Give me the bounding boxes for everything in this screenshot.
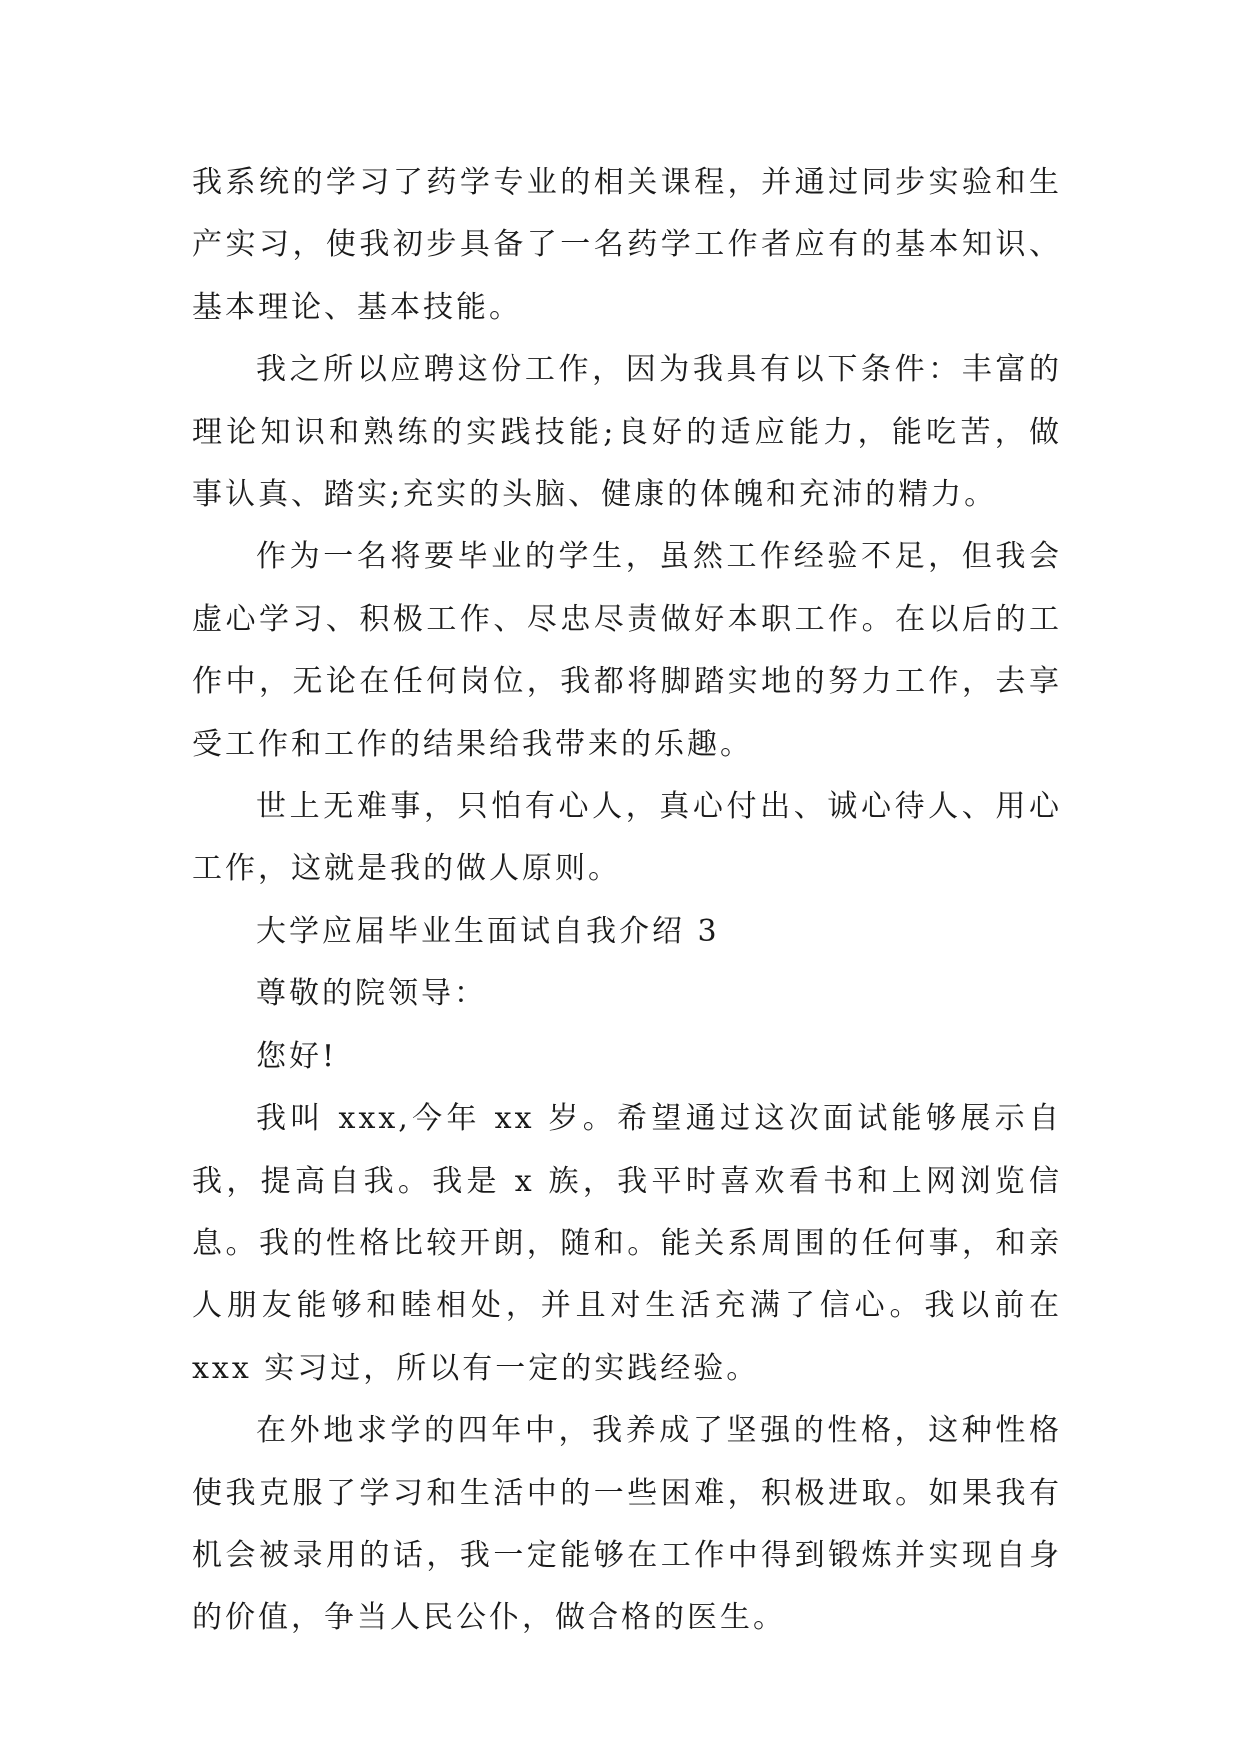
paragraph-1: 我系统的学习了药学专业的相关课程，并通过同步实验和生产实习，使我初步具备了一名药学工作者应有的基本知识、基本理论、基本技能。 — [192, 165, 1062, 325]
document-body — [192, 152, 1062, 1650]
greeting: 您好! — [256, 1038, 338, 1074]
salutation: 尊敬的院领导： — [256, 976, 487, 1012]
paragraph-9: 在外地求学的四年中，我养成了坚强的性格，这种性格使我克服了学习和生活中的一些困难，积极进取。如果我有机会被录用的话，我一定能够在工作中得到锻炼并实现自身的价值，争当人民公仆，做合格的医生。 — [192, 1413, 1062, 1636]
paragraph-4: 世上无难事，只怕有心人，真心付出、诚心待人、用心工作，这就是我的做人原则。 — [192, 789, 1062, 887]
section-heading: 大学应届毕业生面试自我介绍 3 — [256, 913, 720, 949]
paragraph-2: 我之所以应聘这份工作，因为我具有以下条件：丰富的理论知识和熟练的实践技能;良好的适应能力，能吃苦，做事认真、踏实;充实的头脑、健康的体魄和充沛的精力。 — [192, 352, 1062, 513]
paragraph-8: 我叫 xxx,今年 xx 岁。希望通过这次面试能够展示自我，提高自我。我是 x 族，我平时喜欢看书和上网浏览信息。我的性格比较开朗，随和。能关系周围的任何事，和亲人朋友能够和睦相处，并且对生活充满了信心。我以前在 xxx 实习过，所以有一定的实践经验。 — [192, 1101, 1062, 1386]
paragraph-3: 作为一名将要毕业的学生，虽然工作经验不足，但我会虚心学习、积极工作、尽忠尽责做好本职工作。在以后的工作中，无论在任何岗位，我都将脚踏实地的努力工作，去享受工作和工作的结果给我带来的乐趣。 — [192, 539, 1062, 762]
